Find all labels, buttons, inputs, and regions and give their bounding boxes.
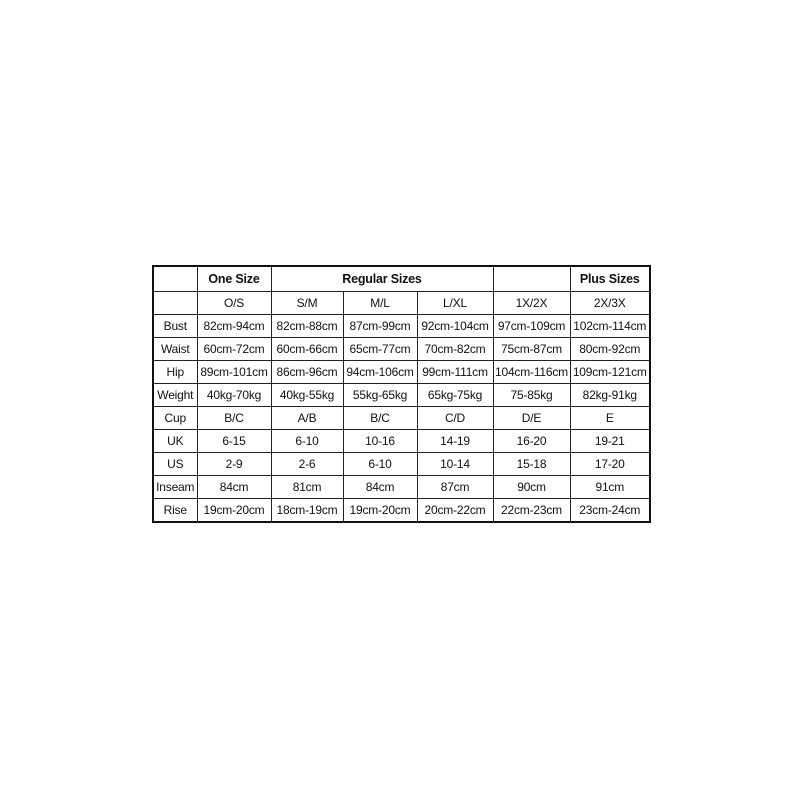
- table-row: [153, 453, 650, 476]
- table-cell: 75cm-87cm: [493, 338, 570, 361]
- table-cell: 81cm: [271, 476, 343, 499]
- row-label: Hip: [153, 361, 197, 384]
- size-chart-table: [152, 265, 651, 523]
- table-cell: C/D: [417, 407, 493, 430]
- table-cell: A/B: [271, 407, 343, 430]
- table-cell: D/E: [493, 407, 570, 430]
- table-row: [153, 384, 650, 407]
- table-row: [153, 499, 650, 523]
- table-cell: 19cm-20cm: [343, 499, 417, 523]
- table-cell: 97cm-109cm: [493, 315, 570, 338]
- table-cell: 70cm-82cm: [417, 338, 493, 361]
- size-label: M/L: [343, 292, 417, 315]
- size-label: S/M: [271, 292, 343, 315]
- row-label: Cup: [153, 407, 197, 430]
- table-row: [153, 407, 650, 430]
- row-label: US: [153, 453, 197, 476]
- table-cell: 65cm-77cm: [343, 338, 417, 361]
- size-label: L/XL: [417, 292, 493, 315]
- row-label: Weight: [153, 384, 197, 407]
- table-cell: 17-20: [570, 453, 650, 476]
- group-header-one-size: One Size: [197, 266, 271, 292]
- table-row: [153, 315, 650, 338]
- table-cell: 90cm: [493, 476, 570, 499]
- table-cell: 82kg-91kg: [570, 384, 650, 407]
- table-cell: 89cm-101cm: [197, 361, 271, 384]
- table-cell: 102cm-114cm: [570, 315, 650, 338]
- table-cell: 2-6: [271, 453, 343, 476]
- table-cell: 10-16: [343, 430, 417, 453]
- table-cell: 16-20: [493, 430, 570, 453]
- table-cell: 19cm-20cm: [197, 499, 271, 523]
- table-cell: 6-10: [343, 453, 417, 476]
- table-cell: 82cm-88cm: [271, 315, 343, 338]
- table-cell: 84cm: [197, 476, 271, 499]
- table-cell: 104cm-116cm: [493, 361, 570, 384]
- table-row: [153, 338, 650, 361]
- table-cell: B/C: [343, 407, 417, 430]
- table-cell: 87cm-99cm: [343, 315, 417, 338]
- table-cell: 87cm: [417, 476, 493, 499]
- table-cell: 2-9: [197, 453, 271, 476]
- group-header-row: [153, 266, 650, 292]
- size-label: 2X/3X: [570, 292, 650, 315]
- group-header-blank: [493, 266, 570, 292]
- size-label-row: [153, 292, 650, 315]
- table-cell: 18cm-19cm: [271, 499, 343, 523]
- row-label: Inseam: [153, 476, 197, 499]
- table-cell: 23cm-24cm: [570, 499, 650, 523]
- table-cell: 65kg-75kg: [417, 384, 493, 407]
- row-label: Bust: [153, 315, 197, 338]
- table-cell: 86cm-96cm: [271, 361, 343, 384]
- table-cell: 99cm-111cm: [417, 361, 493, 384]
- table-cell: 20cm-22cm: [417, 499, 493, 523]
- table-cell: 94cm-106cm: [343, 361, 417, 384]
- table-cell: 14-19: [417, 430, 493, 453]
- size-label: O/S: [197, 292, 271, 315]
- table-cell: 60cm-72cm: [197, 338, 271, 361]
- table-cell: B/C: [197, 407, 271, 430]
- row-label: UK: [153, 430, 197, 453]
- table-cell: 40kg-70kg: [197, 384, 271, 407]
- table-cell: 6-10: [271, 430, 343, 453]
- table-cell: 6-15: [197, 430, 271, 453]
- row-label: Waist: [153, 338, 197, 361]
- table-cell: 10-14: [417, 453, 493, 476]
- table-cell: 109cm-121cm: [570, 361, 650, 384]
- row-label: Rise: [153, 499, 197, 523]
- table-cell: 55kg-65kg: [343, 384, 417, 407]
- table-cell: 80cm-92cm: [570, 338, 650, 361]
- table-row: [153, 361, 650, 384]
- table-cell: 15-18: [493, 453, 570, 476]
- size-label: 1X/2X: [493, 292, 570, 315]
- table-cell: 75-85kg: [493, 384, 570, 407]
- table-cell: 91cm: [570, 476, 650, 499]
- table-cell: 60cm-66cm: [271, 338, 343, 361]
- table-row: [153, 476, 650, 499]
- table-cell: 84cm: [343, 476, 417, 499]
- size-label-corner: [153, 292, 197, 315]
- table-cell: 19-21: [570, 430, 650, 453]
- table-cell: 92cm-104cm: [417, 315, 493, 338]
- table-cell: 22cm-23cm: [493, 499, 570, 523]
- table-row: [153, 430, 650, 453]
- table-cell: 40kg-55kg: [271, 384, 343, 407]
- table-cell: E: [570, 407, 650, 430]
- group-header-regular-sizes: Regular Sizes: [271, 266, 493, 292]
- corner-cell: [153, 266, 197, 292]
- table-cell: 82cm-94cm: [197, 315, 271, 338]
- group-header-plus-sizes: Plus Sizes: [570, 266, 650, 292]
